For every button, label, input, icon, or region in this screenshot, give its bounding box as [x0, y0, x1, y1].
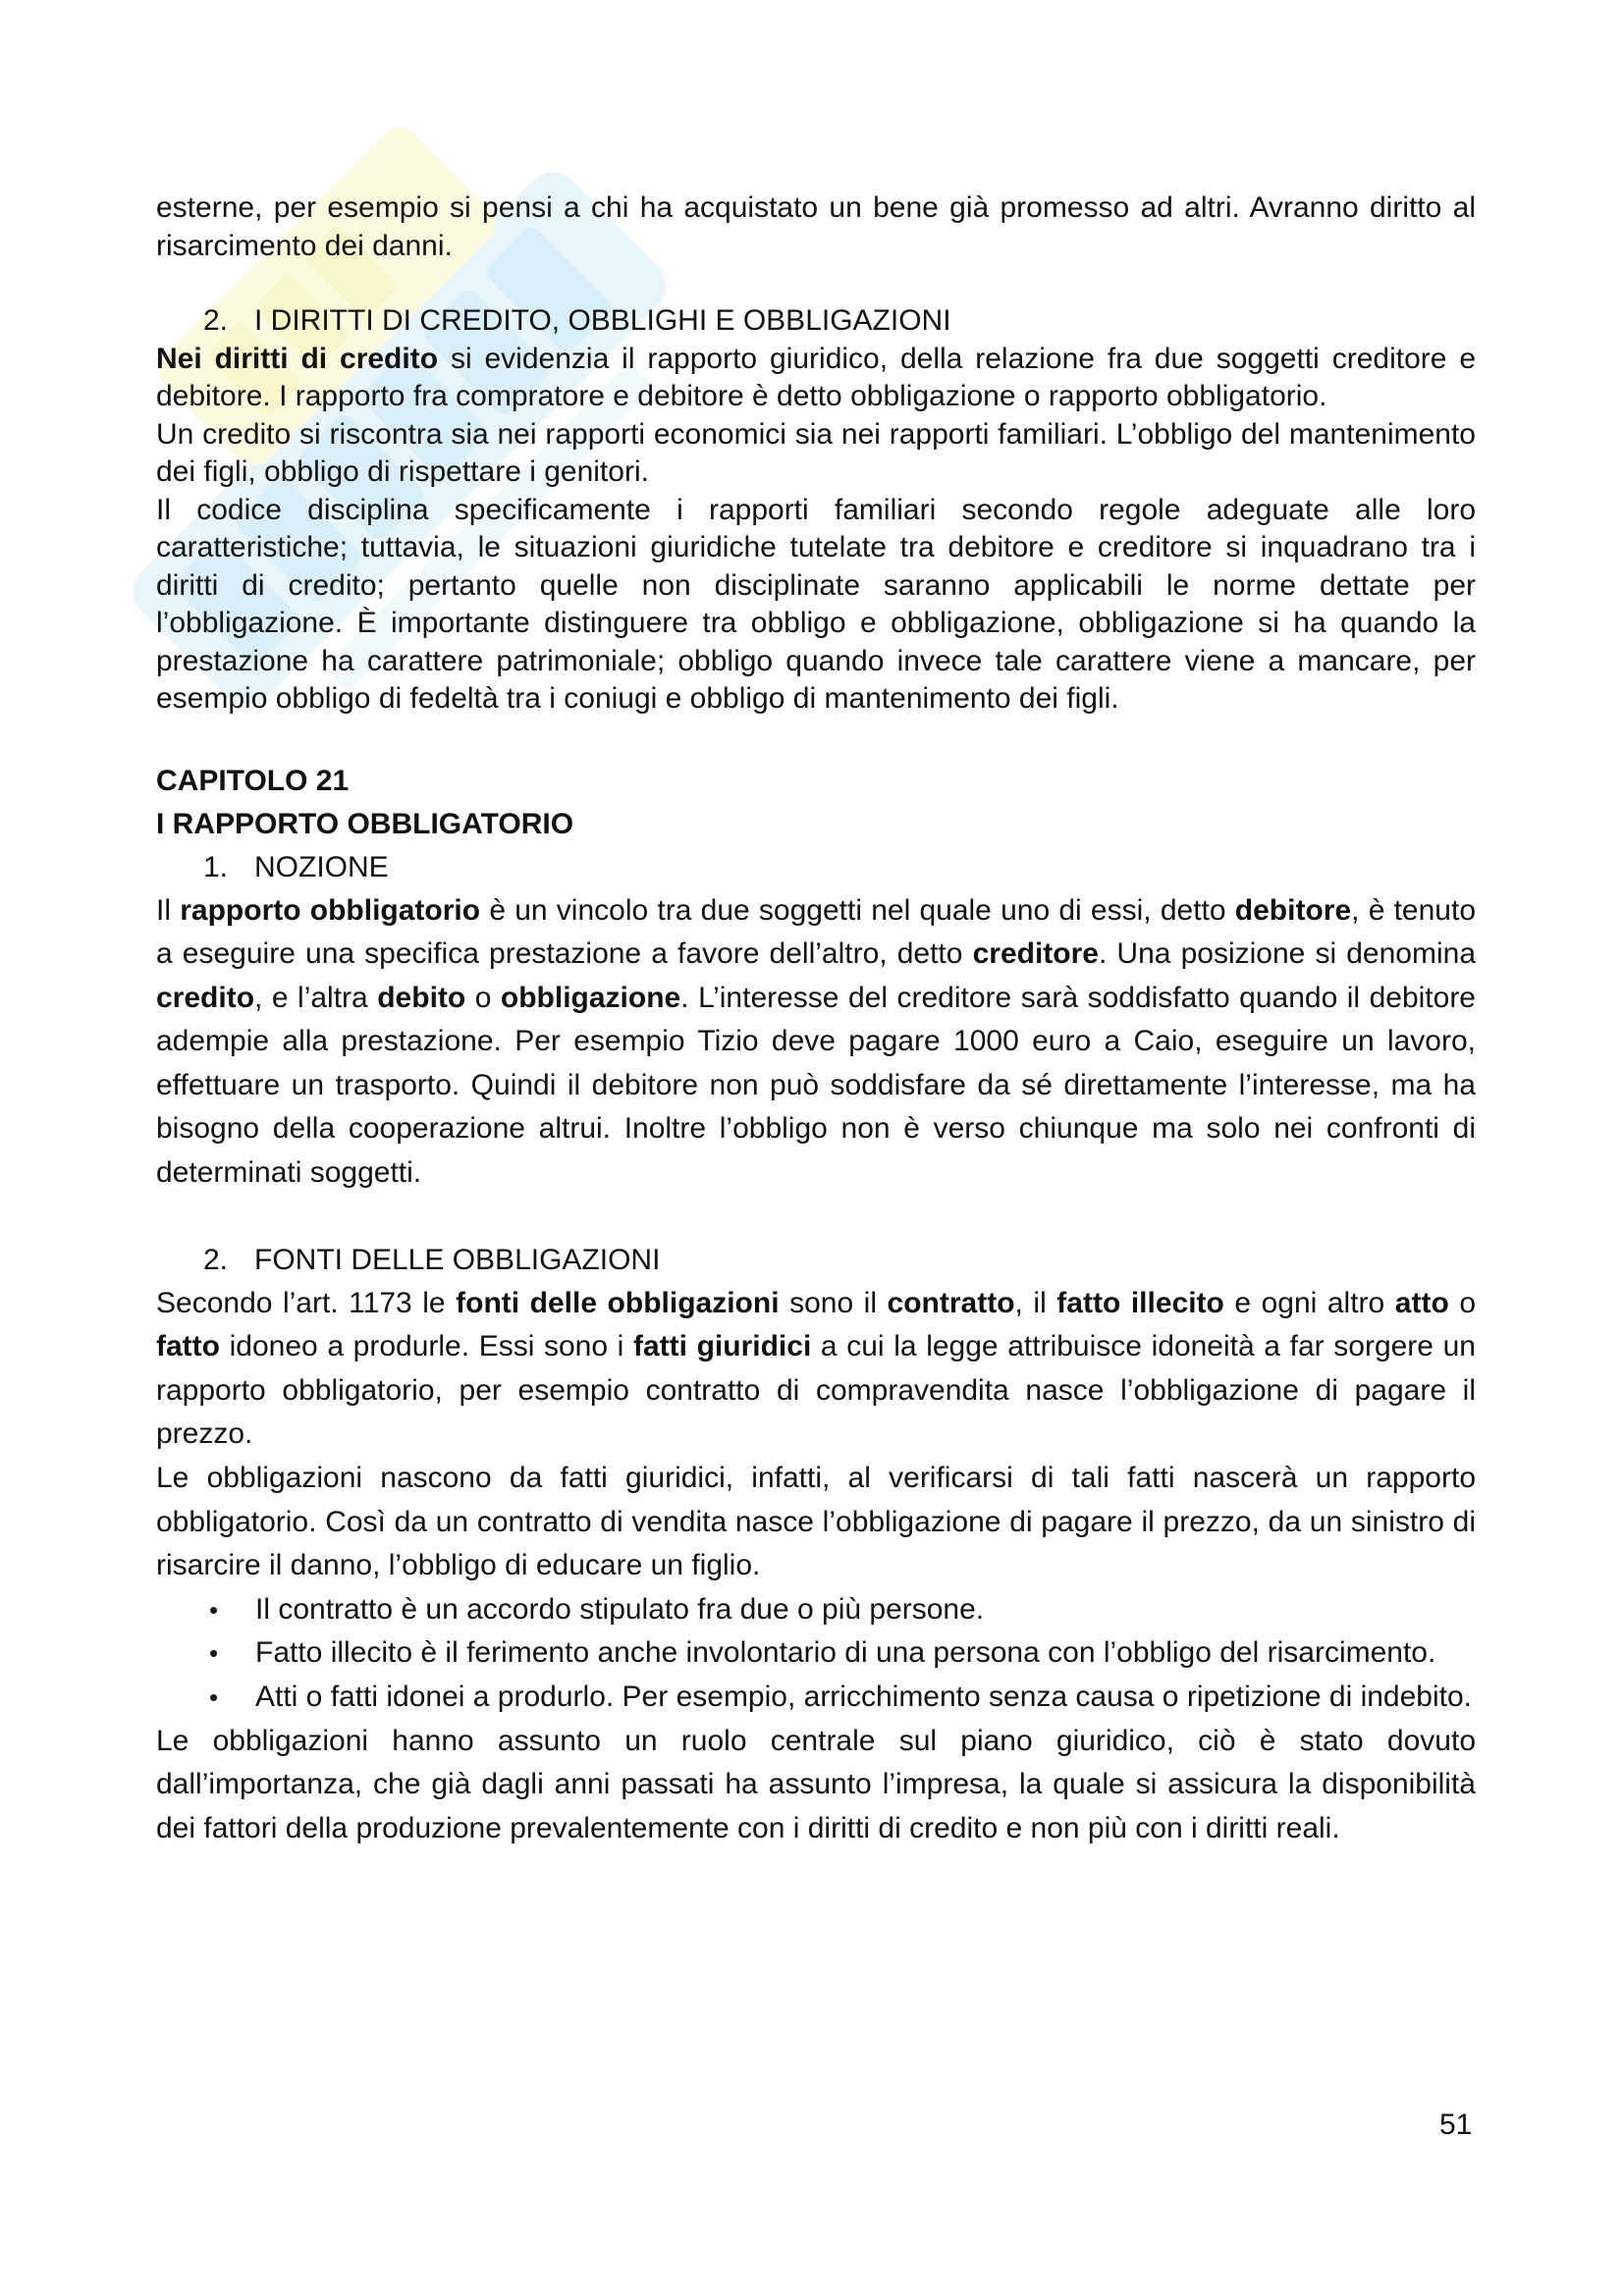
section-title: FONTI DELLE OBBLIGAZIONI — [254, 1243, 661, 1276]
section-heading-fonti — [156, 1239, 1476, 1282]
section-number: 1. — [203, 850, 229, 883]
paragraph-codice-disciplina: Il codice disciplina specificamente i rapporti familiari secondo regole adeguate alle loro caratteristiche; tuttavia, le situazioni giuridiche tutelate tra debitore e creditore si inquadrano tra i diritti di credito; pertanto quelle non disciplinate saranno applicabili le norme dettate per l’obbligazione. È importante distinguere tra obbligo e obbligazione, obbligazione si ha quando la prestazione ha carattere patrimoniale; obbligo quando invece tale carattere viene a mancare, per esempio obbligo di fedeltà tra i coniugi e obbligo di mantenimento dei figli. — [156, 493, 1476, 715]
bullet-icon: • — [209, 1638, 219, 1669]
page-number: 51 — [1439, 2109, 1473, 2141]
bullet-icon: • — [209, 1594, 219, 1625]
list-item: • Il contratto è un accordo stipulato fra due o più persone. — [156, 1588, 1476, 1632]
section-heading-nozione — [156, 846, 1476, 889]
section-title: NOZIONE — [254, 850, 389, 883]
document-page — [156, 189, 1476, 1850]
list-item: • Fatto illecito è il ferimento anche involontario di una persona con l’obbligo del risarcimento. — [156, 1631, 1476, 1676]
paragraph-credito-familiare: Un credito si riscontra sia nei rapporti economici sia nei rapporti familiari. L’obbligo del mantenimento dei figli, obbligo di rispettare i genitori. — [156, 417, 1476, 488]
paragraph-nozione: Il rapporto obbligatorio è un vincolo tra due soggetti nel quale uno di essi, detto debitore, è tenuto a eseguire una specifica prestazione a favore dell’altro, detto creditore. Una posizione si denomina credito, e l’altra debito o obbligazione. L’interesse del creditore sarà soddisfatto quando il debitore adempie alla prestazione. Per esempio Tizio deve pagare 1000 euro a Caio, eseguire un lavoro, effettuare un trasporto. Quindi il debitore non può soddisfare da sé direttamente l’interesse, ma ha bisogno della cooperazione altrui. Inoltre l’obbligo non è verso chiunque ma solo nei confronti di determinati soggetti. — [156, 893, 1477, 1190]
section-number: 2. — [203, 1243, 229, 1276]
bullet-icon: • — [209, 1682, 219, 1712]
bullet-list — [156, 1588, 1476, 1720]
section-title: I DIRITTI DI CREDITO, OBBLIGHI E OBBLIGAZIONI — [254, 304, 951, 337]
section-heading-diritti-credito — [156, 302, 1476, 341]
chapter-title: I RAPPORTO OBBLIGATORIO — [156, 807, 574, 840]
paragraph-ruolo-centrale: Le obbligazioni hanno assunto un ruolo centrale sul piano giuridico, ciò è stato dovuto dall’importanza, che già dagli anni passati ha assunto l’impresa, la quale si assicura la disponibilità dei fattori della produzione prevalentemente con i diritti di credito e non più con i diritti reali. — [156, 1724, 1476, 1844]
section-number: 2. — [203, 304, 229, 337]
bold-term: Nei diritti di credito — [156, 342, 439, 375]
paragraph-fatti-giuridici: Le obbligazioni nascono da fatti giuridici, infatti, al verificarsi di tali fatti nascerà un rapporto obbligatorio. Così da un contratto di vendita nasce l’obbligazione di pagare il prezzo, da un sinistro di risarcire il danno, l’obbligo di educare un figlio. — [156, 1462, 1476, 1582]
paragraph-intro: esterne, per esempio si pensi a chi ha acquistato un bene già promesso ad altri. Avranno diritto al risarcimento dei danni. — [156, 191, 1476, 262]
list-item: • Atti o fatti idonei a produrlo. Per esempio, arricchimento senza causa o ripetizione di indebito. — [156, 1676, 1476, 1720]
paragraph-fonti: Secondo l’art. 1173 le fonti delle obbligazioni sono il contratto, il fatto illecito e ogni altro atto o fatto idoneo a produrle. Essi sono i fatti giuridici a cui la legge attribuisce idoneità a far sorgere un rapporto obbligatorio, per esempio contratto di compravendita nasce l’obbligazione di pagare il prezzo. — [156, 1286, 1477, 1451]
paragraph-diritti-credito: Nei diritti di credito si evidenzia il rapporto giuridico, della relazione fra due soggetti creditore e debitore. I rapporto fra compratore e debitore è detto obbligazione o rapporto obbligatorio. — [156, 342, 1477, 412]
chapter-number: CAPITOLO 21 — [156, 764, 350, 797]
